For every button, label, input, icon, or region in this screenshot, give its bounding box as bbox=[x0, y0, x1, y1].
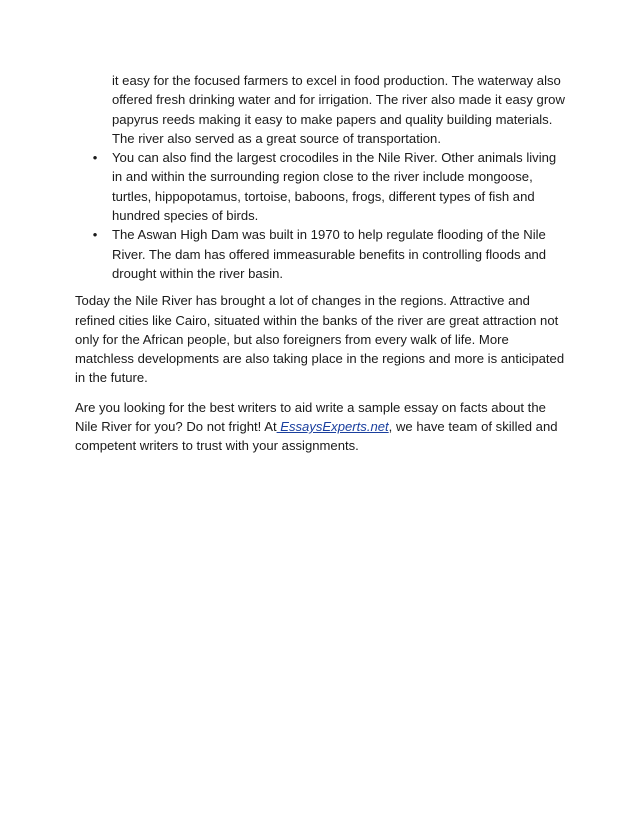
paragraph-writers bbox=[75, 398, 565, 456]
list-item-text: The Aswan High Dam was built in 1970 to help regulate flooding of the Nile River. The dam has offered immeasurable benefits in controlling floods and drought within the river basin. bbox=[112, 227, 547, 281]
bullet-marker: • bbox=[92, 150, 98, 166]
document-body bbox=[75, 71, 565, 466]
paragraph-text-after-link: , we have team of skilled and competent writers to trust with your assignments. bbox=[75, 419, 558, 454]
paragraph-cities: Today the Nile River has brought a lot of changes in the regions. Attractive and refined cities like Cairo, situated within the banks of the river are great attraction not only for the African people, but also foreigners from every walk of life. More matchless developments are also taking place in the regions and more is anticipated in the future. bbox=[75, 293, 565, 386]
list-item-text: You can also find the largest crocodiles in the Nile River. Other animals living in and within the surrounding region close to the river include mongoose, turtles, hippopotamus, tortoise, baboons, frogs, different types of fish and hundred species of birds. bbox=[112, 150, 557, 224]
essaysexperts-link[interactable]: EssaysExperts.net bbox=[276, 419, 389, 435]
paragraph-text-before-link: Are you looking for the best writers to aid write a sample essay on facts about the Nile River for you? Do not fright! At bbox=[75, 399, 546, 435]
bullet-marker: • bbox=[92, 227, 98, 243]
list-item bbox=[75, 225, 565, 283]
bullet-continuation-text: it easy for the focused farmers to excel in food production. The waterway also offered fresh drinking water and for irrigation. The river also made it easy grow papyrus reeds making it easy to make papers and quality building materials. The river also served as a great source of transportation. bbox=[112, 73, 565, 146]
list-item bbox=[75, 148, 565, 225]
bullet-list bbox=[75, 71, 565, 283]
